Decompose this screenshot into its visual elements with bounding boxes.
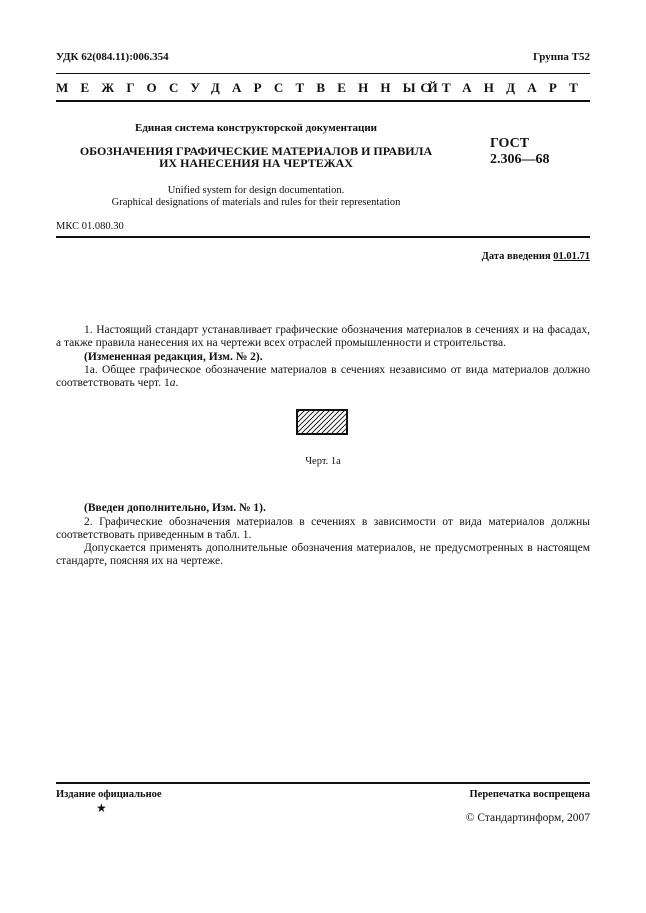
date-label: Дата введения xyxy=(481,251,551,262)
document-title xyxy=(56,145,456,169)
introduction-date xyxy=(482,251,590,262)
copyright: © Стандартинформ, 2007 xyxy=(465,812,590,824)
paragraph-1a-italic: а xyxy=(169,377,176,389)
top-rule xyxy=(56,73,590,74)
hatched-section-figure xyxy=(296,409,348,435)
note-added: (Введен дополнительно, Изм. № 1). xyxy=(84,502,266,514)
official-edition: Издание официальное xyxy=(56,789,162,800)
title-line-1: ОБОЗНАЧЕНИЯ ГРАФИЧЕСКИЕ МАТЕРИАЛОВ И ПРАВИЛА xyxy=(79,144,433,158)
udk-code: УДК 62(084.11):006.354 xyxy=(56,51,169,63)
banner-word-1: МЕЖГОСУДАРСТВЕННЫЙ xyxy=(56,80,450,95)
banner-word-2: СТАНДАРТ xyxy=(420,80,590,95)
paragraph-1a-text: 1а. Общее графическое обозначение материалов в сечениях независимо от вида материалов должно соответствовать черт. 1 xyxy=(56,364,590,389)
paragraph-3: Допускается применять дополнительные обозначения материалов, не предусмотренных в настоящем стандарте, поясняя их на чертеже. xyxy=(56,542,590,567)
star-icon: ★ xyxy=(96,801,107,815)
english-title xyxy=(56,185,456,209)
system-title: Единая система конструкторской документации xyxy=(135,122,377,134)
gost-number: 2.306—68 xyxy=(490,152,550,167)
date-value: 01.01.71 xyxy=(553,251,590,262)
paragraph-1a-end: . xyxy=(175,377,179,389)
paragraph-1: 1. Настоящий стандарт устанавливает графические обозначения материалов в сечениях и на фасадах, а также правила нанесения их на чертежи всех отраслей промышленности и строительства. xyxy=(56,324,590,349)
title-line-2: ИХ НАНЕСЕНИЯ НА ЧЕРТЕЖАХ xyxy=(159,156,353,170)
paragraph-1-note: (Измененная редакция, Изм. № 2). xyxy=(84,351,263,363)
figure-caption: Черт. 1а xyxy=(305,456,341,467)
thick-rule xyxy=(56,236,590,238)
footer-rule xyxy=(56,782,590,784)
english-line-1: Unified system for design documentation. xyxy=(167,185,345,196)
paragraph-2: 2. Графические обозначения материалов в сечениях в зависимости от вида материалов должны соответствовать приведенным в табл. 1. xyxy=(56,516,590,541)
paragraph-1a xyxy=(56,364,590,390)
gost-label: ГОСТ xyxy=(490,136,530,151)
reprint-prohibited: Перепечатка воспрещена xyxy=(469,789,590,800)
gost-designation xyxy=(490,136,550,168)
banner-rule xyxy=(56,100,590,102)
mks-code: МКС 01.080.30 xyxy=(56,221,124,232)
english-line-2: Graphical designations of materials and rules for their representation xyxy=(111,197,401,208)
group-code: Группа Т52 xyxy=(532,51,590,63)
